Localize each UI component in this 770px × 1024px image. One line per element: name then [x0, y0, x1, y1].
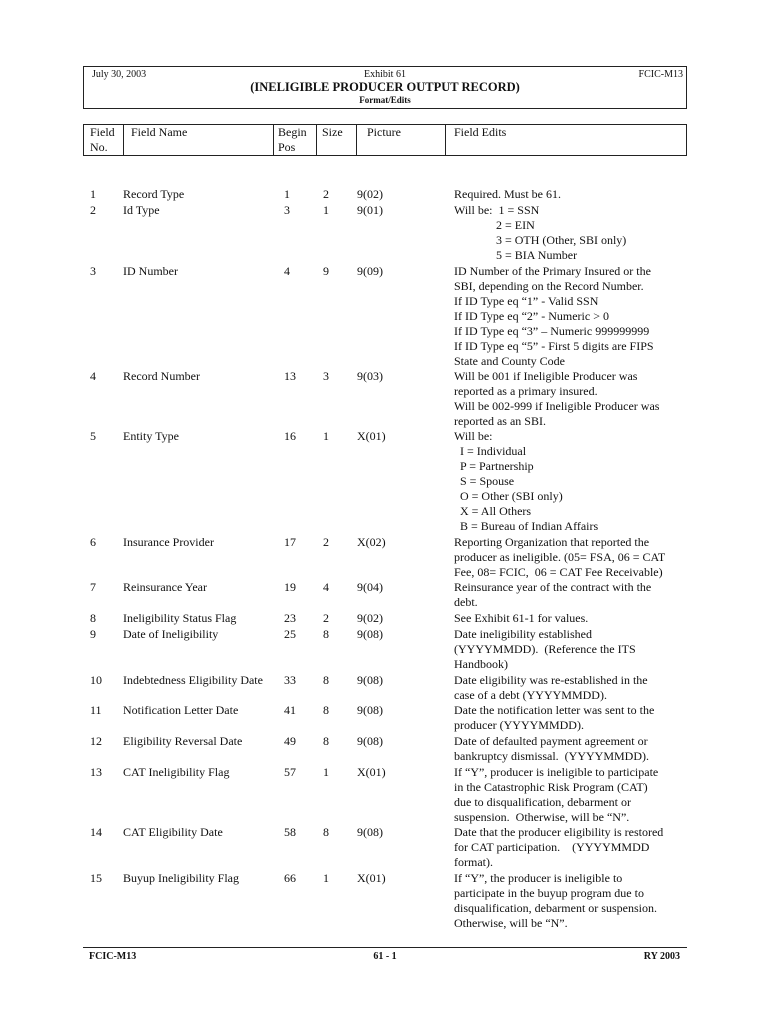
column-divider [445, 124, 446, 156]
column-header-field-no: Field No. [90, 125, 115, 154]
row-begin-pos: 58 [284, 825, 296, 839]
row-size: 4 [323, 580, 329, 594]
row-field-edits: Date ineligibility established (YYYYMMDD). (Reference the ITS Handbook) [454, 627, 636, 671]
column-header-field-name: Field Name [131, 125, 188, 139]
column-header-begin-pos: Begin Pos [278, 125, 307, 154]
row-picture: X(01) [357, 765, 386, 779]
row-field-name: Reinsurance Year [123, 580, 207, 594]
row-field-name: Ineligibility Status Flag [123, 611, 237, 625]
header-code: FCIC-M13 [638, 69, 683, 80]
row-field-edits: If “Y”, producer is ineligible to participate in the Catastrophic Risk Program (CAT) due to disqualification, debarment or suspension. Otherwise, will be “N”. [454, 765, 659, 824]
row-size: 2 [323, 535, 329, 549]
row-begin-pos: 25 [284, 627, 296, 641]
row-field-name: Id Type [123, 203, 160, 217]
row-field-edits: Will be: I = Individual P = Partnership S = Spouse O = Other (SBI only) X = All Others B = Bureau of Indian Affairs [454, 429, 599, 533]
row-picture: X(02) [357, 535, 386, 549]
row-size: 8 [323, 734, 329, 748]
row-field-no: 10 [90, 673, 102, 687]
row-field-name: Indebtedness Eligibility Date [123, 673, 263, 687]
row-field-edits: Required. Must be 61. [454, 187, 561, 201]
row-begin-pos: 1 [284, 187, 290, 201]
page-title: (INELIGIBLE PRODUCER OUTPUT RECORD) [250, 80, 520, 94]
row-size: 8 [323, 627, 329, 641]
row-picture: 9(09) [357, 264, 383, 278]
row-begin-pos: 17 [284, 535, 296, 549]
row-field-edits: Date that the producer eligibility is restored for CAT participation. (YYYYMMDD format). [454, 825, 664, 869]
row-field-edits: If “Y”, the producer is ineligible to participate in the buyup program due to disqualification, debarment or suspension. Otherwise, will be “N”. [454, 871, 657, 930]
footer-rule [83, 947, 687, 948]
column-header-picture: Picture [367, 125, 401, 139]
row-begin-pos: 41 [284, 703, 296, 717]
footer-page-number: 61 - 1 [373, 951, 397, 962]
row-field-name: Date of Ineligibility [123, 627, 219, 641]
row-field-name: CAT Eligibility Date [123, 825, 223, 839]
row-begin-pos: 13 [284, 369, 296, 383]
row-picture: 9(08) [357, 703, 383, 717]
row-size: 9 [323, 264, 329, 278]
row-field-no: 12 [90, 734, 102, 748]
row-field-name: Buyup Ineligibility Flag [123, 871, 239, 885]
row-field-no: 7 [90, 580, 96, 594]
row-field-no: 8 [90, 611, 96, 625]
row-size: 1 [323, 871, 329, 885]
row-picture: 9(02) [357, 187, 383, 201]
column-divider [123, 124, 124, 156]
row-size: 8 [323, 825, 329, 839]
row-field-name: ID Number [123, 264, 178, 278]
column-divider [316, 124, 317, 156]
row-field-name: Eligibility Reversal Date [123, 734, 243, 748]
row-begin-pos: 66 [284, 871, 296, 885]
row-field-edits: Date of defaulted payment agreement or bankruptcy dismissal. (YYYYMMDD). [454, 734, 649, 763]
row-size: 8 [323, 703, 329, 717]
row-picture: 9(08) [357, 734, 383, 748]
row-begin-pos: 3 [284, 203, 290, 217]
row-field-name: CAT Ineligibility Flag [123, 765, 230, 779]
page-subtitle: Format/Edits [359, 95, 411, 105]
column-header-size: Size [322, 125, 343, 139]
column-divider [273, 124, 274, 156]
row-size: 2 [323, 611, 329, 625]
row-size: 1 [323, 765, 329, 779]
row-field-no: 1 [90, 187, 96, 201]
row-field-no: 15 [90, 871, 102, 885]
row-picture: 9(04) [357, 580, 383, 594]
row-begin-pos: 57 [284, 765, 296, 779]
row-field-no: 9 [90, 627, 96, 641]
row-field-no: 13 [90, 765, 102, 779]
row-size: 1 [323, 429, 329, 443]
row-field-no: 2 [90, 203, 96, 217]
column-header-field-edits: Field Edits [454, 125, 507, 139]
row-begin-pos: 23 [284, 611, 296, 625]
row-field-no: 6 [90, 535, 96, 549]
row-field-no: 5 [90, 429, 96, 443]
row-field-name: Record Type [123, 187, 185, 201]
row-field-edits: Date eligibility was re-established in the case of a debt (YYYYMMDD). [454, 673, 648, 702]
row-field-edits: Will be: 1 = SSN 2 = EIN 3 = OTH (Other, SBI only) 5 = BIA Number [454, 203, 627, 262]
row-size: 3 [323, 369, 329, 383]
row-begin-pos: 19 [284, 580, 296, 594]
row-picture: X(01) [357, 871, 386, 885]
column-divider [356, 124, 357, 156]
row-field-edits: See Exhibit 61-1 for values. [454, 611, 589, 625]
row-picture: 9(08) [357, 627, 383, 641]
row-picture: 9(08) [357, 825, 383, 839]
row-field-no: 14 [90, 825, 102, 839]
row-size: 8 [323, 673, 329, 687]
row-begin-pos: 49 [284, 734, 296, 748]
row-field-no: 4 [90, 369, 96, 383]
row-field-name: Notification Letter Date [123, 703, 239, 717]
row-picture: 9(08) [357, 673, 383, 687]
footer-right: RY 2003 [643, 951, 680, 962]
row-field-edits: Will be 001 if Ineligible Producer was reported as a primary insured. Will be 002-999 if Ineligible Producer was reported as an SBI. [454, 369, 660, 428]
row-field-name: Insurance Provider [123, 535, 214, 549]
row-field-no: 3 [90, 264, 96, 278]
row-picture: X(01) [357, 429, 386, 443]
row-field-edits: Date the notification letter was sent to the producer (YYYYMMDD). [454, 703, 655, 732]
row-field-edits: Reinsurance year of the contract with the debt. [454, 580, 652, 609]
row-field-no: 11 [90, 703, 102, 717]
row-begin-pos: 33 [284, 673, 296, 687]
row-begin-pos: 16 [284, 429, 296, 443]
header-exhibit: Exhibit 61 [364, 69, 406, 80]
row-field-name: Record Number [123, 369, 200, 383]
row-begin-pos: 4 [284, 264, 290, 278]
header-date: July 30, 2003 [92, 69, 147, 80]
row-field-edits: ID Number of the Primary Insured or the SBI, depending on the Record Number. If ID Type eq “1” - Valid SSN If ID Type eq “2” - Numeric > 0 If ID Type eq “3” – Numeric 999999999 If ID Type eq “5” - First 5 digits are FIPS State and County Code [454, 264, 654, 368]
row-field-name: Entity Type [123, 429, 179, 443]
row-picture: 9(01) [357, 203, 383, 217]
row-size: 1 [323, 203, 329, 217]
row-picture: 9(02) [357, 611, 383, 625]
row-field-edits: Reporting Organization that reported the producer as ineligible. (05= FSA, 06 = CAT Fee, 08= FCIC, 06 = CAT Fee Receivable) [454, 535, 666, 579]
row-picture: 9(03) [357, 369, 383, 383]
footer-left: FCIC-M13 [89, 951, 137, 962]
row-size: 2 [323, 187, 329, 201]
